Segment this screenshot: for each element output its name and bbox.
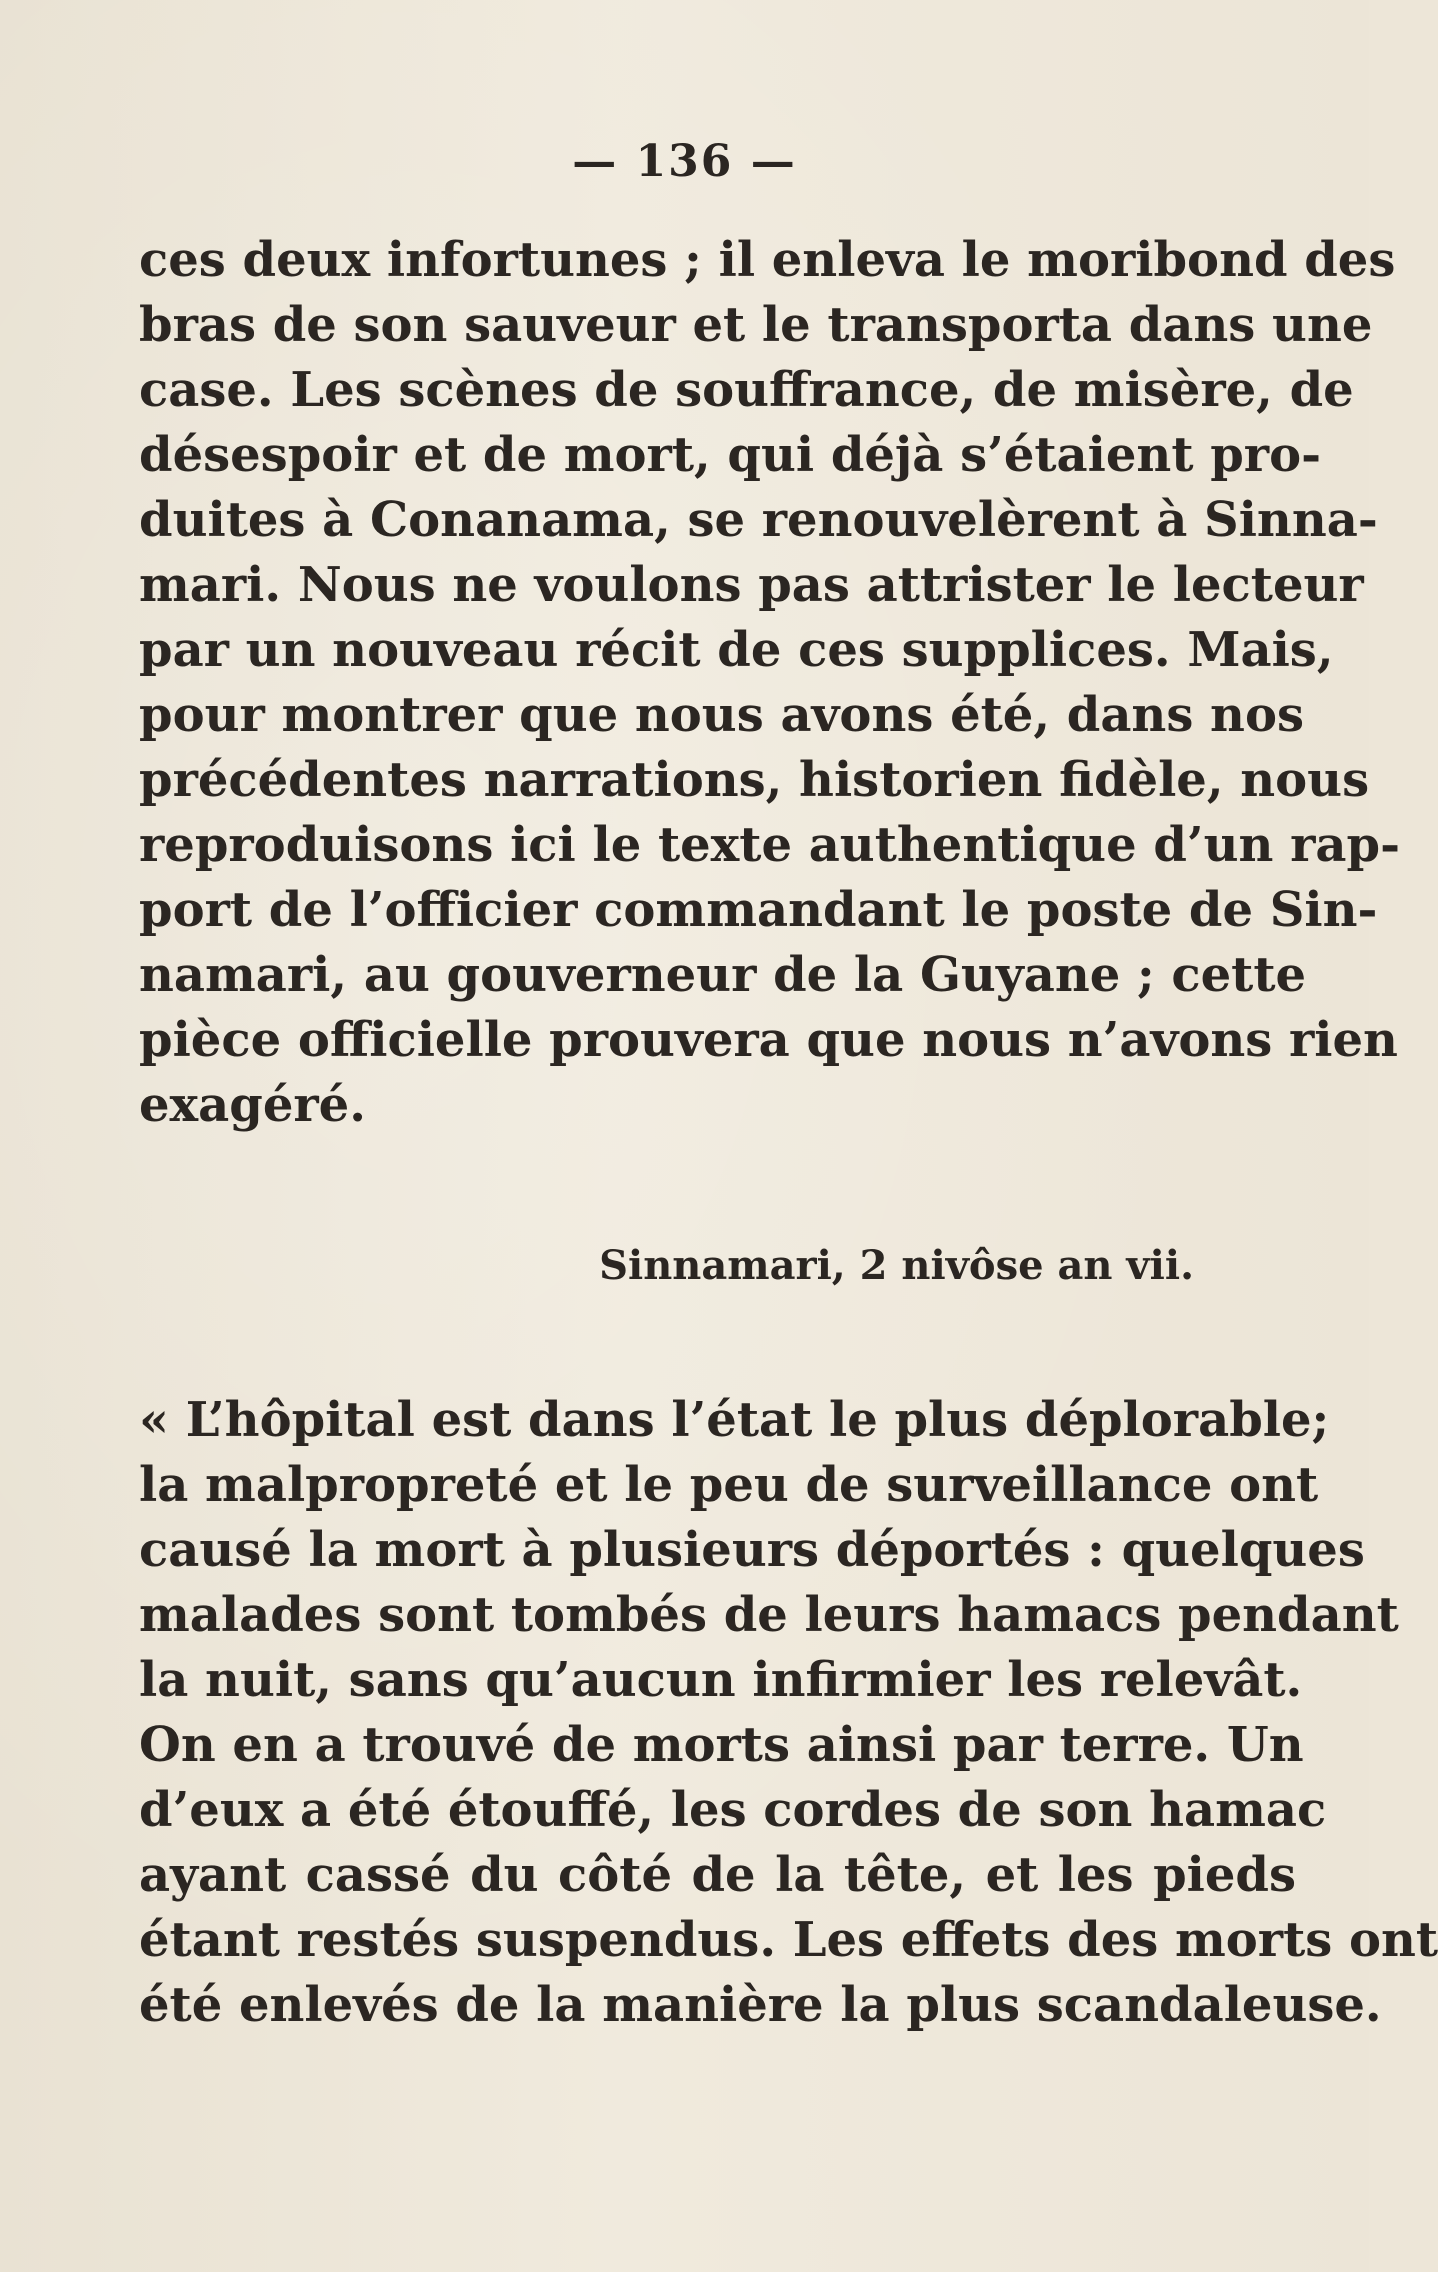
text-line: duites à Conanama, se renouvelèrent à Sinna- bbox=[139, 492, 1378, 548]
text-line: mari. Nous ne voulons pas attrister le lecteur bbox=[139, 557, 1364, 613]
text-line: désespoir et de mort, qui déjà s’étaient pro- bbox=[139, 427, 1321, 483]
paragraph-narrative bbox=[139, 228, 1400, 1138]
text-line: étant restés suspendus. Les effets des morts ont bbox=[139, 1912, 1438, 1968]
text-line: la malpropreté et le peu de surveillance ont bbox=[139, 1457, 1319, 1513]
text-line: On en a trouvé de morts ainsi par terre. Un bbox=[139, 1717, 1304, 1773]
text-line: namari, au gouverneur de la Guyane ; cette bbox=[139, 947, 1307, 1003]
text-line: case. Les scènes de souffrance, de misère, de bbox=[139, 362, 1354, 418]
page-number: — 136 — bbox=[572, 136, 797, 187]
text-line: bras de son sauveur et le transporta dans une bbox=[139, 297, 1373, 353]
text-line: par un nouveau récit de ces supplices. Mais, bbox=[139, 622, 1334, 678]
text-line: malades sont tombés de leurs hamacs pendant bbox=[139, 1587, 1399, 1643]
text-line: pour montrer que nous avons été, dans nos bbox=[139, 687, 1304, 743]
text-line: « L’hôpital est dans l’état le plus déplorable; bbox=[139, 1392, 1330, 1448]
text-line: d’eux a été étouffé, les cordes de son hamac bbox=[139, 1782, 1327, 1838]
text-line: la nuit, sans qu’aucun infirmier les relevât. bbox=[139, 1652, 1303, 1708]
text-line: causé la mort à plusieurs déportés : quelques bbox=[139, 1522, 1365, 1578]
text-line: précédentes narrations, historien fidèle, nous bbox=[139, 752, 1370, 808]
paragraph-report-quote bbox=[139, 1388, 1438, 2038]
text-line: été enlevés de la manière la plus scandaleuse. bbox=[139, 1977, 1382, 2033]
text-line: pièce officielle prouvera que nous n’avons rien bbox=[139, 1012, 1398, 1068]
text-line: ces deux infortunes ; il enleva le moribond des bbox=[139, 232, 1396, 288]
text-line: reproduisons ici le texte authentique d’un rap- bbox=[139, 817, 1400, 873]
text-line: exagéré. bbox=[139, 1077, 366, 1133]
text-line: port de l’officier commandant le poste de Sin- bbox=[139, 882, 1378, 938]
report-dateline: Sinnamari, 2 nivôse an vii. bbox=[599, 1242, 1194, 1289]
text-line: ayant cassé du côté de la tête, et les pieds bbox=[139, 1847, 1296, 1903]
